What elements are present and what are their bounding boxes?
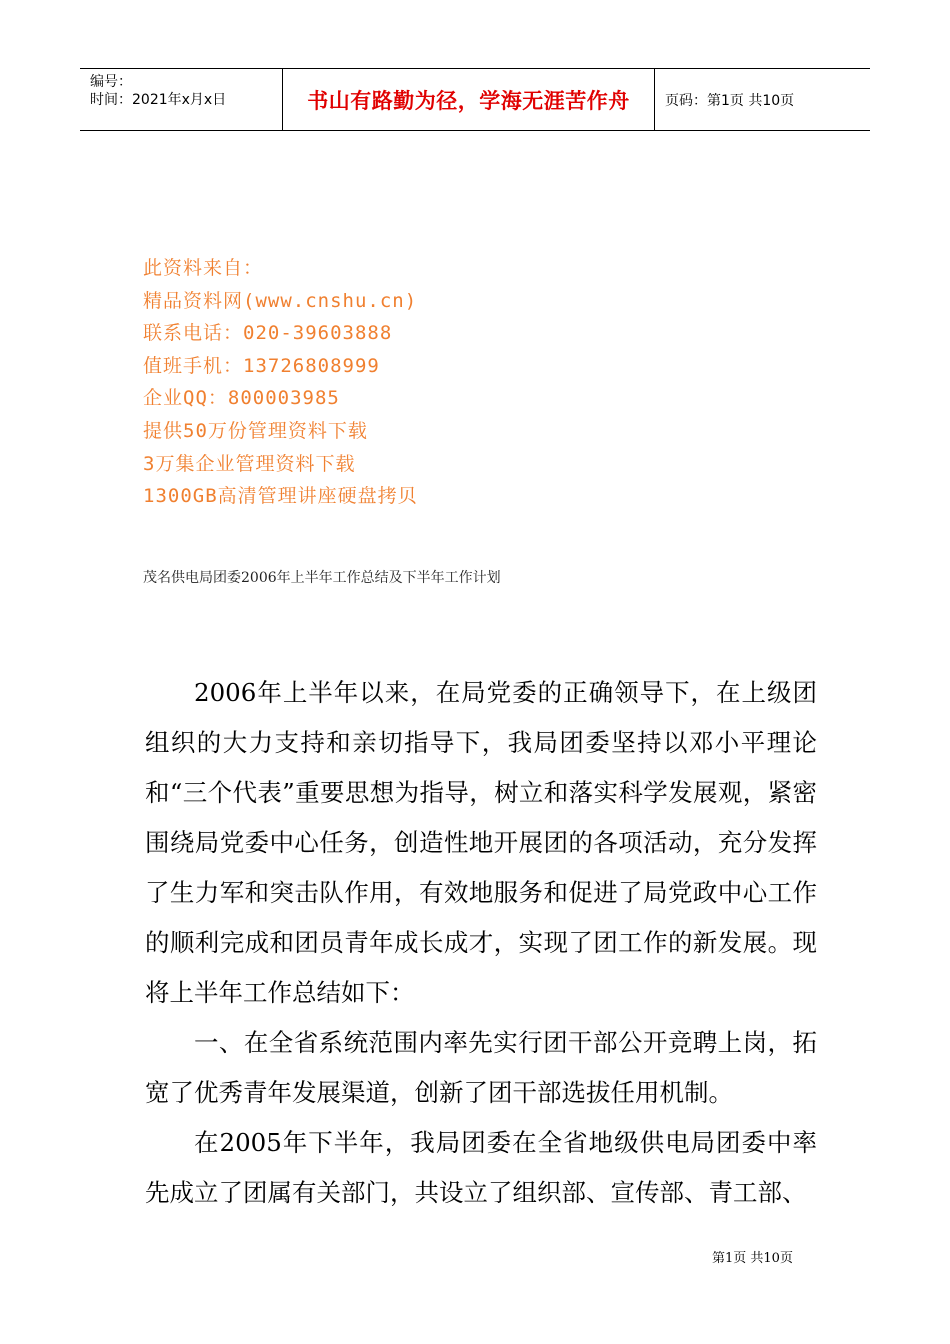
header-page-label: 页码：第1页 共10页 — [665, 92, 795, 109]
page-header — [80, 68, 870, 131]
source-line: 企业QQ：800003985 — [143, 387, 340, 410]
header-motto: 书山有路勤为径，学海无涯苦作舟 — [282, 69, 655, 130]
page-footer: 第1页 共10页 — [712, 1251, 793, 1266]
source-line: 提供50万份管理资料下载 — [143, 419, 368, 442]
source-line: 此资料来自： — [143, 257, 264, 279]
document-title: 茂名供电局团委2006年上半年工作总结及下半年工作计划 — [143, 570, 501, 586]
source-info-block — [143, 252, 418, 513]
document-body — [145, 668, 817, 1218]
source-line: 值班手机：13726808999 — [143, 354, 380, 377]
number-label: 编号： — [90, 74, 132, 90]
source-line: 联系电话：020-39603888 — [143, 322, 393, 345]
header-meta — [80, 69, 282, 130]
source-line: 1300GB高清管理讲座硬盘拷贝 — [143, 485, 418, 508]
time-label: 时间：2021年x月x日 — [90, 92, 227, 108]
body-paragraph: 在2005年下半年，我局团委在全省地级供电局团委中率先成立了团属有关部门，共设立了组织部、宣传部、青工部、 — [145, 1128, 817, 1207]
body-paragraph: 2006年上半年以来，在局党委的正确领导下，在上级团组织的大力支持和亲切指导下，我局团委坚持以邓小平理论和“三个代表”重要思想为指导，树立和落实科学发展观，紧密围绕局党委中心任务，创造性地开展团的各项活动，充分发挥了生力军和突击队作用，有效地服务和促进了局党政中心工作的顺利完成和团员青年成长成才，实现了团工作的新发展。现将上半年工作总结如下： — [145, 678, 817, 1007]
body-paragraph: 一、在全省系统范围内率先实行团干部公开竞聘上岗，拓宽了优秀青年发展渠道，创新了团干部选拔任用机制。 — [145, 1028, 817, 1107]
source-line: 精品资料网(www.cnshu.cn) — [143, 289, 418, 312]
source-line: 3万集企业管理资料下载 — [143, 452, 356, 475]
